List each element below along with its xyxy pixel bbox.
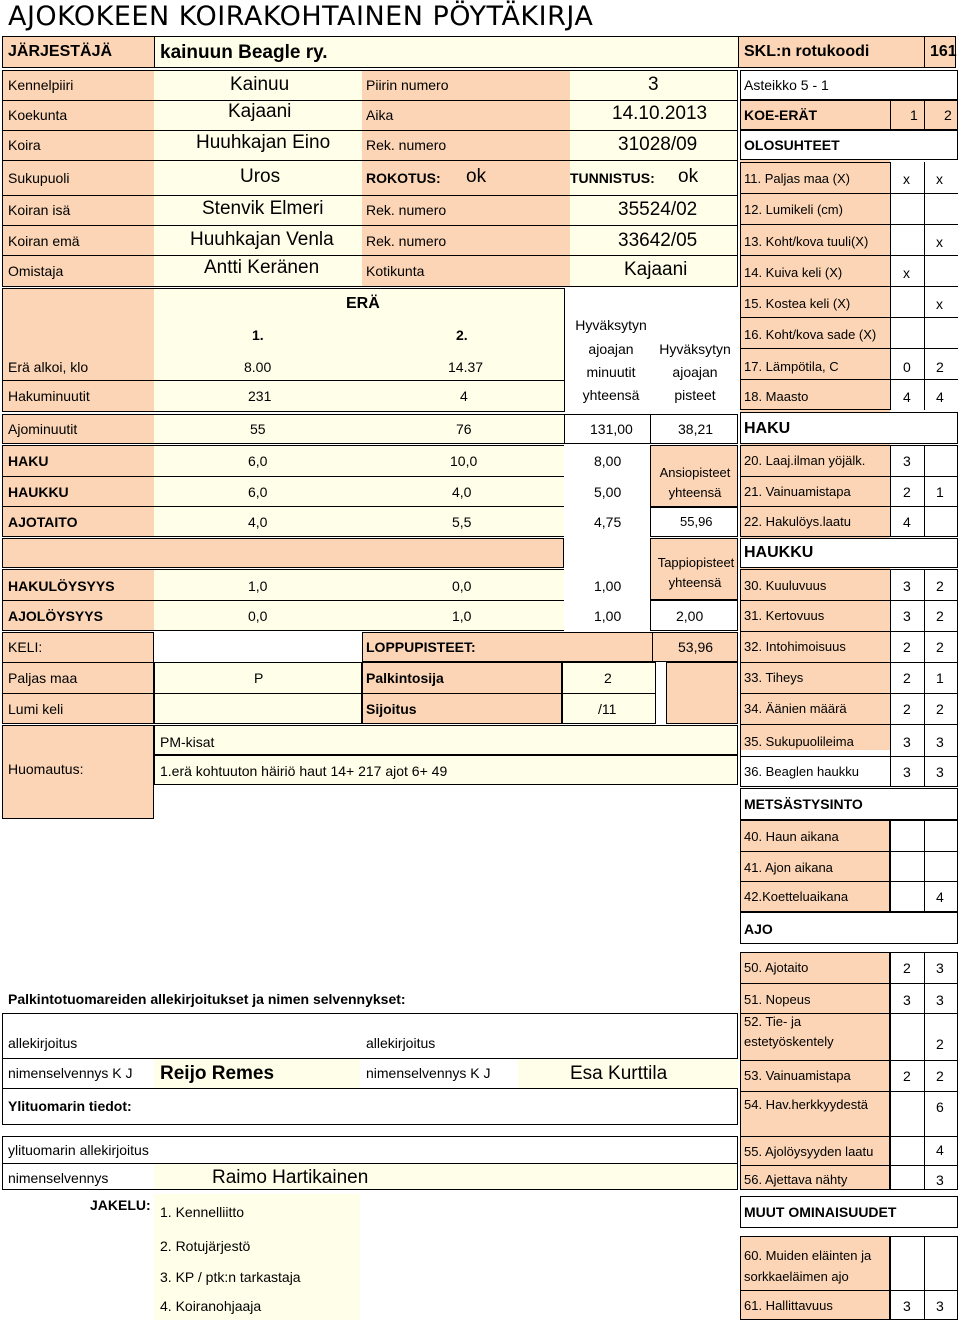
condition-14: 14. Kuiva keli (X) xyxy=(744,265,843,280)
haukku-1: 6,0 xyxy=(248,484,268,500)
haukku-item-34-v2: 2 xyxy=(936,701,944,717)
aika-label: Aika xyxy=(366,107,394,123)
olosuhteet-label: OLOSUHTEET xyxy=(744,137,840,153)
hakuminuutit-2: 4 xyxy=(460,388,468,404)
haku-item-21-v2: 1 xyxy=(936,484,944,500)
ajotaito-total: 4,75 xyxy=(594,514,622,530)
condition-14-v1: x xyxy=(903,265,910,281)
lumi-keli-label: Lumi keli xyxy=(8,701,64,717)
hakuminuutit-label: Hakuminuutit xyxy=(8,388,90,404)
ajo-item-56-v2: 3 xyxy=(936,1172,944,1188)
kotikunta-label: Kotikunta xyxy=(366,263,425,279)
ajo-section-title: AJO xyxy=(744,921,773,937)
condition-17: 17. Lämpötila, C xyxy=(744,359,839,374)
muut-item-61-v2: 3 xyxy=(936,1298,944,1314)
tappiopisteet-value: 2,00 xyxy=(676,608,704,624)
ylituomari-name-label: nimenselvennys xyxy=(8,1170,109,1186)
condition-13-v2: x xyxy=(936,234,943,250)
haku-2: 10,0 xyxy=(450,453,478,469)
koekunta-label: Koekunta xyxy=(8,107,68,123)
haukku-item-36: 36. Beaglen haukku xyxy=(744,764,859,779)
organizer-label: JÄRJESTÄJÄ xyxy=(8,43,113,60)
metsastys-item-42: 42.Koetteluaikana xyxy=(744,889,849,904)
tunnistus-value: ok xyxy=(678,166,699,187)
haukku-item-35-v1: 3 xyxy=(903,734,911,750)
sukupuoli-label: Sukupuoli xyxy=(8,170,70,186)
loppupisteet-label: LOPPUPISTEET: xyxy=(366,639,476,655)
metsastys-item-41: 41. Ajon aikana xyxy=(744,860,833,875)
alkoi-2: 14.37 xyxy=(448,359,484,375)
muut-item-60-line2: sorkkaeläimen ajo xyxy=(744,1269,849,1284)
alkoi-label: Erä alkoi, klo xyxy=(8,359,89,375)
condition-16: 16. Koht/kova sade (X) xyxy=(744,327,877,342)
haukku-2: 4,0 xyxy=(452,484,472,500)
ansio-label-2: yhteensä xyxy=(668,485,722,500)
ema-label: Koiran emä xyxy=(8,233,80,249)
condition-11-v2: x xyxy=(936,171,943,187)
ajo-item-54-v2: 6 xyxy=(936,1099,944,1115)
haukku-item-30: 30. Kuuluvuus xyxy=(744,578,827,593)
hyv-pts-label-1: Hyväksytyn xyxy=(659,341,731,357)
ajoloysyys-total: 1,00 xyxy=(594,608,622,624)
omistaja-label: Omistaja xyxy=(8,263,64,279)
isa-rek-value: 35524/02 xyxy=(618,199,698,220)
loppupisteet-value: 53,96 xyxy=(678,639,714,655)
haukku-item-32: 32. Intohimoisuus xyxy=(744,639,846,654)
ajo-item-54: 54. Hav.herkkyydestä xyxy=(744,1097,869,1112)
hyv-min-label-1: Hyväksytyn xyxy=(575,317,647,333)
haku-section-title: HAKU xyxy=(744,420,791,437)
metsastys-section-title: METSÄSTYSINTO xyxy=(744,796,863,812)
haukku-item-33-v2: 1 xyxy=(936,670,944,686)
haku-label: HAKU xyxy=(8,453,49,469)
huomautus-line-2: 1.erä kohtuuton häiriö haut 14+ 217 ajot 6+ 49 xyxy=(160,763,448,779)
paljas-maa-value: P xyxy=(254,670,264,686)
sign-label-2: allekirjoitus xyxy=(366,1035,436,1051)
ajo-item-53: 53. Vainuamistapa xyxy=(744,1068,851,1083)
name-label-1: nimenselvennys K J xyxy=(8,1065,133,1081)
haku-item-22: 22. Hakulöys.laatu xyxy=(744,514,851,529)
koekunta-value: Kajaani xyxy=(228,101,292,122)
tappio-label-2: yhteensä xyxy=(668,575,722,590)
haukku-item-33: 33. Tiheys xyxy=(744,670,804,685)
koe-era-2: 2 xyxy=(944,107,952,123)
condition-11-v1: x xyxy=(903,171,910,187)
haukku-item-31-v1: 3 xyxy=(903,608,911,624)
ajo-item-55: 55. Ajolöysyyden laatu xyxy=(744,1144,874,1159)
aika-value: 14.10.2013 xyxy=(612,103,708,124)
jakelu-item-3: 3. KP / ptk:n tarkastaja xyxy=(160,1269,301,1285)
jakelu-label: JAKELU: xyxy=(90,1197,151,1213)
ajoloysyys-label: AJOLÖYSYYS xyxy=(8,608,103,624)
name-label-2: nimenselvennys K J xyxy=(366,1065,491,1081)
ajominuutit-label: Ajominuutit xyxy=(8,421,78,437)
haukku-item-35-v2: 3 xyxy=(936,734,944,750)
muut-item-61: 61. Hallittavuus xyxy=(744,1298,833,1313)
huomautus-line-1: PM-kisat xyxy=(160,734,215,750)
organizer-value: kainuun Beagle ry. xyxy=(160,42,328,63)
era-label: ERÄ xyxy=(346,295,380,312)
ajo-item-52-v2: 2 xyxy=(936,1036,944,1052)
koira-rek-value: 31028/09 xyxy=(618,134,698,155)
rokotus-label: ROKOTUS: xyxy=(366,170,441,186)
ajominuutit-1: 55 xyxy=(250,421,266,437)
haukku-item-36-v1: 3 xyxy=(903,764,911,780)
koira-label: Koira xyxy=(8,137,41,153)
ema-rek-label: Rek. numero xyxy=(366,233,447,249)
paljas-maa-label: Paljas maa xyxy=(8,670,78,686)
isa-rek-label: Rek. numero xyxy=(366,202,447,218)
judge-2-name: Esa Kurttila xyxy=(570,1063,668,1084)
ajo-item-50-v2: 3 xyxy=(936,960,944,976)
huomautus-label: Huomautus: xyxy=(8,761,84,777)
haukku-item-31: 31. Kertovuus xyxy=(744,608,825,623)
ylituomari-name: Raimo Hartikainen xyxy=(212,1167,369,1188)
palkintosija-value: 2 xyxy=(604,670,612,686)
haukku-item-32-v2: 2 xyxy=(936,639,944,655)
condition-18-v1: 4 xyxy=(903,389,911,405)
haukku-label: HAUKKU xyxy=(8,484,69,500)
condition-17-v1: 0 xyxy=(903,359,911,375)
haukku-item-33-v1: 2 xyxy=(903,670,911,686)
keli-label: KELI: xyxy=(8,639,43,655)
kennelpiiri-value: Kainuu xyxy=(230,74,290,95)
judge-1-name: Reijo Remes xyxy=(160,1063,275,1084)
rokotus-value: ok xyxy=(466,166,487,187)
hyv-min-label-3: minuutit xyxy=(586,364,636,380)
ajo-item-50: 50. Ajotaito xyxy=(744,960,809,975)
haku-1: 6,0 xyxy=(248,453,268,469)
hyv-min-label-4: yhteensä xyxy=(582,387,640,403)
ajo-item-56: 56. Ajettava nähty xyxy=(744,1172,848,1187)
haukku-item-35: 35. Sukupuolileima xyxy=(744,734,854,749)
ajominuutit-2: 76 xyxy=(456,421,472,437)
condition-17-v2: 2 xyxy=(936,359,944,375)
haukku-item-34: 34. Äänien määrä xyxy=(744,701,847,716)
tappio-label-1: Tappiopisteet xyxy=(657,555,735,570)
sijoitus-value: /11 xyxy=(598,701,617,717)
ajo-item-53-v1: 2 xyxy=(903,1068,911,1084)
ajoloysyys-2: 1,0 xyxy=(452,608,472,624)
sukupuoli-value: Uros xyxy=(240,166,281,187)
form-title: AJOKOKEEN KOIRAKOHTAINEN PÖYTÄKIRJA xyxy=(8,1,594,32)
ajominuutit-points: 38,21 xyxy=(678,421,714,437)
ajominuutit-total: 131,00 xyxy=(590,421,633,437)
ajotaito-label: AJOTAITO xyxy=(8,514,78,530)
hakuloysyys-total: 1,00 xyxy=(594,578,622,594)
ajo-item-55-v2: 4 xyxy=(936,1142,944,1158)
ajoloysyys-1: 0,0 xyxy=(248,608,268,624)
hyv-pts-label-3: pisteet xyxy=(674,387,716,403)
haukku-item-31-v2: 2 xyxy=(936,608,944,624)
hakuloysyys-1: 1,0 xyxy=(248,578,268,594)
muut-section-title: MUUT OMINAISUUDET xyxy=(744,1204,897,1220)
ajo-item-53-v2: 2 xyxy=(936,1068,944,1084)
era-col-1: 1. xyxy=(252,327,264,343)
condition-18: 18. Maasto xyxy=(744,389,809,404)
condition-15: 15. Kostea keli (X) xyxy=(744,296,851,311)
ylituomari-label: Ylituomarin tiedot: xyxy=(8,1098,132,1114)
muut-item-60-line1: 60. Muiden eläinten ja xyxy=(744,1248,872,1263)
hakuloysyys-label: HAKULÖYSYYS xyxy=(8,578,115,594)
ajo-item-50-v1: 2 xyxy=(903,960,911,976)
ema-rek-value: 33642/05 xyxy=(618,230,698,251)
haukku-item-30-v1: 3 xyxy=(903,578,911,594)
ylituomari-sign-label: ylituomarin allekirjoitus xyxy=(8,1142,149,1158)
condition-13: 13. Koht/kova tuuli(X) xyxy=(744,234,869,249)
haukku-item-30-v2: 2 xyxy=(936,578,944,594)
isa-value: Stenvik Elmeri xyxy=(202,198,324,219)
hyv-pts-label-2: ajoajan xyxy=(672,364,718,380)
koira-rek-label: Rek. numero xyxy=(366,137,447,153)
ajotaito-2: 5,5 xyxy=(452,514,472,530)
ansio-label-1: Ansiopisteet xyxy=(659,465,731,480)
alkoi-1: 8.00 xyxy=(244,359,272,375)
era-col-2: 2. xyxy=(456,327,468,343)
jakelu-item-2: 2. Rotujärjestö xyxy=(160,1238,251,1254)
haku-item-22-v1: 4 xyxy=(903,514,911,530)
haku-total: 8,00 xyxy=(594,453,622,469)
signatures-heading: Palkintotuomareiden allekirjoitukset ja nimen selvennykset: xyxy=(8,991,406,1007)
condition-11: 11. Paljas maa (X) xyxy=(744,171,850,186)
hakuloysyys-2: 0,0 xyxy=(452,578,472,594)
koe-erat-label: KOE-ERÄT xyxy=(744,107,818,123)
piiri-value: 3 xyxy=(648,74,659,95)
omistaja-value: Antti Keränen xyxy=(204,257,320,278)
muut-item-61-v1: 3 xyxy=(903,1298,911,1314)
ajo-item-51-v2: 3 xyxy=(936,992,944,1008)
sign-label-1: allekirjoitus xyxy=(8,1035,78,1051)
hakuminuutit-1: 231 xyxy=(248,388,272,404)
kotikunta-value: Kajaani xyxy=(624,259,688,280)
kennelpiiri-label: Kennelpiiri xyxy=(8,77,74,93)
koe-era-1: 1 xyxy=(910,107,918,123)
sijoitus-label: Sijoitus xyxy=(366,701,417,717)
ajo-item-52-line1: 52. Tie- ja xyxy=(744,1014,802,1029)
condition-18-v2: 4 xyxy=(936,389,944,405)
haukku-item-36-v2: 3 xyxy=(936,764,944,780)
metsastys-item-42-v: 4 xyxy=(936,889,944,905)
ajotaito-1: 4,0 xyxy=(248,514,268,530)
breed-code-label: SKL:n rotukoodi xyxy=(744,43,870,60)
koira-value: Huuhkajan Eino xyxy=(196,132,331,153)
piiri-label: Piirin numero xyxy=(366,77,449,93)
haukku-total: 5,00 xyxy=(594,484,622,500)
metsastys-item-40: 40. Haun aikana xyxy=(744,829,839,844)
ajo-item-51-v1: 3 xyxy=(903,992,911,1008)
palkintosija-label: Palkintosija xyxy=(366,670,444,686)
scale-label: Asteikko 5 - 1 xyxy=(744,77,829,93)
tunnistus-label: TUNNISTUS: xyxy=(570,170,655,186)
ansiopisteet-value: 55,96 xyxy=(680,514,713,529)
ajo-item-51: 51. Nopeus xyxy=(744,992,811,1007)
breed-code-value: 161 xyxy=(930,43,957,60)
ema-value: Huuhkajan Venla xyxy=(190,229,334,250)
ajo-item-52-line2: estetyöskentely xyxy=(744,1034,834,1049)
condition-15-v2: x xyxy=(936,296,943,312)
isa-label: Koiran isä xyxy=(8,202,71,218)
jakelu-item-1: 1. Kennelliitto xyxy=(160,1204,245,1220)
haku-item-21-v1: 2 xyxy=(903,484,911,500)
haku-item-20: 20. Laaj.ilman yöjälk. xyxy=(744,453,866,468)
condition-12: 12. Lumikeli (cm) xyxy=(744,202,843,217)
haku-item-21: 21. Vainuamistapa xyxy=(744,484,851,499)
haukku-section-title: HAUKKU xyxy=(744,544,814,561)
haukku-item-34-v1: 2 xyxy=(903,701,911,717)
haukku-item-32-v1: 2 xyxy=(903,639,911,655)
jakelu-item-4: 4. Koiranohjaaja xyxy=(160,1298,262,1314)
hyv-min-label-2: ajoajan xyxy=(588,341,634,357)
haku-item-20-v1: 3 xyxy=(903,453,911,469)
